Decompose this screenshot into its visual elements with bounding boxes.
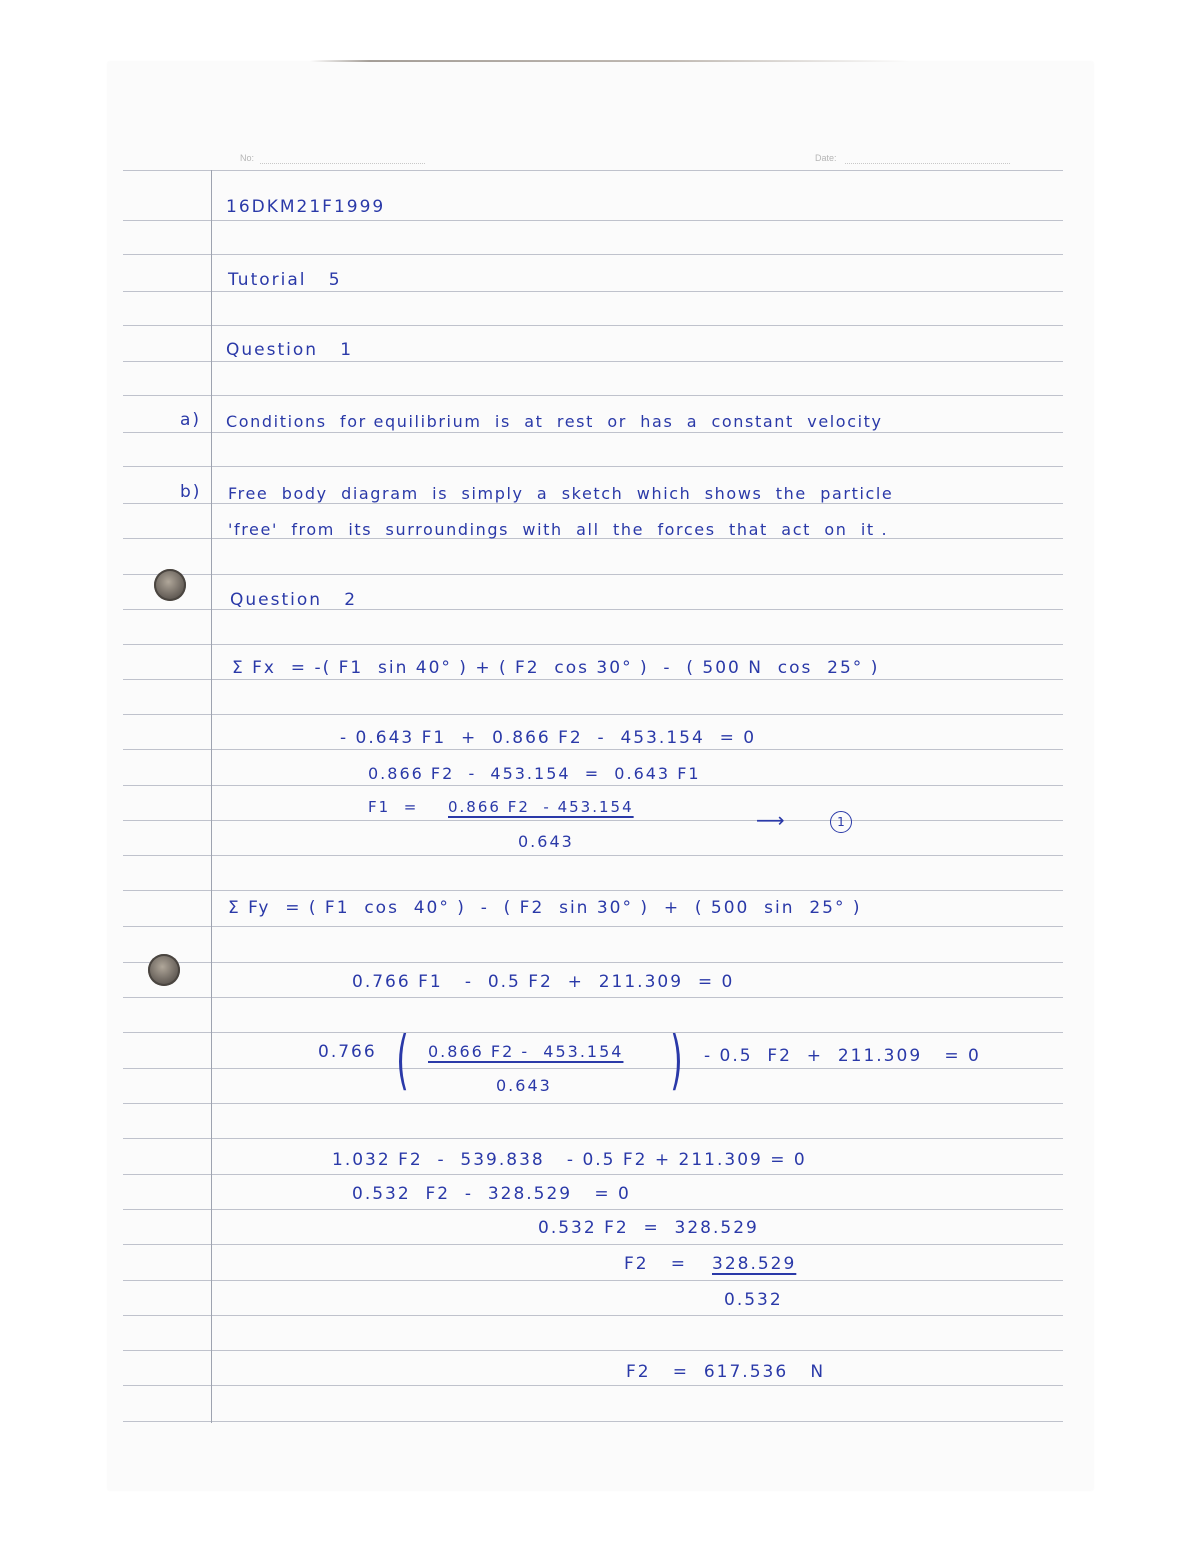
student-id: 16DKM21F1999: [226, 197, 386, 217]
rule-line: [123, 926, 1063, 927]
question-1-title: Question 1: [226, 340, 354, 360]
arrow-icon: ⟶: [756, 808, 785, 832]
equation-8: 0.532 F2 = 328.529: [538, 1218, 759, 1238]
rule-line: [123, 220, 1063, 221]
rule-line: [123, 1280, 1063, 1281]
equation-4: 0.766 F1 - 0.5 F2 + 211.309 = 0: [352, 972, 735, 992]
rule-line: [123, 785, 1063, 786]
part-b-label: b): [180, 482, 202, 502]
rule-line: [123, 1209, 1063, 1210]
margin-line: [211, 170, 212, 1423]
equation-1: - 0.643 F1 + 0.866 F2 - 453.154 = 0: [340, 728, 757, 748]
rule-line: [123, 644, 1063, 645]
sum-fy-equation: Σ Fy = ( F1 cos 40° ) - ( F2 sin 30° ) + ( 500 sin 25° ): [228, 898, 862, 918]
punch-hole: [154, 569, 186, 601]
rule-line: [123, 395, 1063, 396]
rule-line: [123, 1032, 1063, 1033]
rule-line: [123, 1068, 1063, 1069]
equation-9-lhs: F2 =: [624, 1254, 688, 1274]
equation-5-denominator: 0.643: [496, 1076, 552, 1095]
rule-line: [123, 820, 1063, 821]
rule-line: [123, 1421, 1063, 1422]
rule-line: [123, 855, 1063, 856]
part-b-text-1: Free body diagram is simply a sketch which shows the particle: [228, 484, 894, 503]
equation-5-rest: - 0.5 F2 + 211.309 = 0: [704, 1046, 981, 1066]
date-label: Date:: [815, 153, 837, 163]
rule-line: [123, 291, 1063, 292]
right-parenthesis: ): [670, 1024, 683, 1098]
question-2-title: Question 2: [230, 590, 358, 610]
rule-line: [123, 1350, 1063, 1351]
equation-3-lhs: F1 =: [368, 798, 419, 816]
final-answer: F2 = 617.536 N: [626, 1362, 826, 1382]
equation-6: 1.032 F2 - 539.838 - 0.5 F2 + 211.309 = 0: [332, 1150, 807, 1170]
rule-line: [123, 432, 1063, 433]
rule-line: [123, 1138, 1063, 1139]
rule-line: [123, 962, 1063, 963]
rule-line: [123, 1315, 1063, 1316]
sum-fx-equation: Σ Fx = -( F1 sin 40° ) + ( F2 cos 30° ) - ( 500 N cos 25° ): [232, 658, 880, 678]
rule-line: [123, 466, 1063, 467]
equation-9-denominator: 0.532: [724, 1290, 783, 1310]
left-parenthesis: (: [396, 1024, 409, 1098]
rule-line: [123, 503, 1063, 504]
equation-9-numerator: 328.529: [712, 1254, 797, 1274]
rule-line: [123, 1385, 1063, 1386]
rule-line: [123, 714, 1063, 715]
reference-circle-1: 1: [830, 811, 852, 833]
rule-line: [123, 749, 1063, 750]
equation-3-denominator: 0.643: [518, 832, 574, 851]
rule-line: [123, 170, 1063, 171]
rule-line: [123, 325, 1063, 326]
no-label: No:: [240, 153, 255, 163]
equation-5-coefficient: 0.766: [318, 1042, 377, 1062]
rule-line: [123, 254, 1063, 255]
date-field: [845, 163, 1010, 164]
punch-hole: [148, 954, 180, 986]
part-a-text: Conditions for equilibrium is at rest or has a constant velocity: [226, 412, 883, 431]
tutorial-title: Tutorial 5: [228, 270, 342, 290]
rule-line: [123, 361, 1063, 362]
rule-line: [123, 679, 1063, 680]
rule-line: [123, 574, 1063, 575]
rule-line: [123, 1244, 1063, 1245]
equation-2: 0.866 F2 - 453.154 = 0.643 F1: [368, 764, 701, 783]
rule-line: [123, 1174, 1063, 1175]
equation-7: 0.532 F2 - 328.529 = 0: [352, 1184, 631, 1204]
equation-5-numerator: 0.866 F2 - 453.154: [428, 1042, 624, 1061]
rule-line: [123, 890, 1063, 891]
rule-line: [123, 997, 1063, 998]
part-a-label: a): [180, 410, 202, 430]
no-field: [260, 163, 425, 164]
part-b-text-2: 'free' from its surroundings with all the forces that act on it .: [228, 520, 889, 539]
equation-3-numerator: 0.866 F2 - 453.154: [448, 798, 634, 816]
rule-line: [123, 1103, 1063, 1104]
